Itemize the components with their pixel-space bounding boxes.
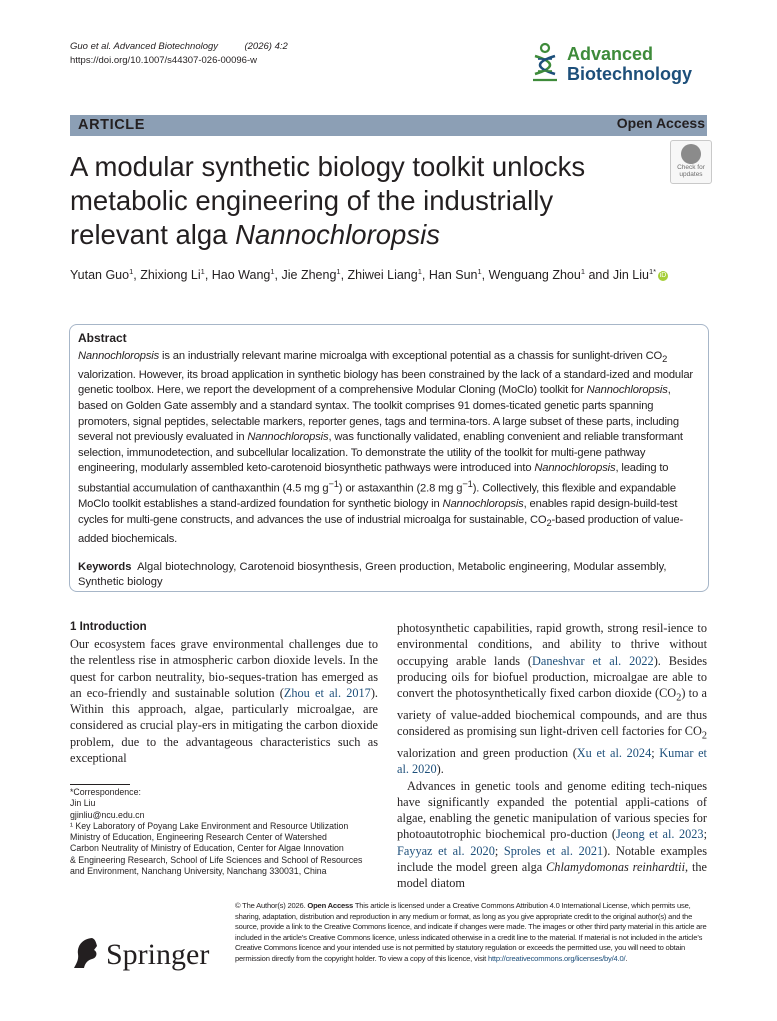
correspondence-line: Jin Liu [70,798,96,809]
citation-header [70,40,288,68]
citation-journal: Guo et al. Advanced Biotechnology [70,41,219,52]
refresh-icon [681,144,701,164]
logo-line-2: Biotechnology [567,64,692,84]
correspondence-block [70,787,380,877]
intro-paragraph: Advances in genetic tools and genome editing tech-niques have significantly expanded the potential appli-cations of algae, enabling the genetic manipulation of various species for photoautotrophic biochemical pro-duction (Jeong et al. 2023; Fayyaz et al. 2020; Sproles et al. 2021). Notable examples include the model green alga Chlamydomonas reinhardtii, the model diatom [397,778,707,891]
correspondence-line: and Environment, Nanchang University, Nanchang 330031, China [70,866,327,877]
logo-line-1: Advanced [567,44,654,64]
orcid-icon[interactable]: iD [659,271,667,279]
keywords [78,560,698,590]
intro-paragraph: photosynthetic capabilities, rapid growth, strong resil-ience to environmental conditions, and ability to thrive without occupying arable lands (Daneshvar et al. 2022). Besides producing oils for biofuel production, microalgae are able to convert the photosynthetically fixed carbon dioxide $(CO_2)$ to a variety of value-added biochemical compounds, and are thus considered as promising sun light-driven cell factories for $CO_2$ valorization and green production (Xu et al. 2024; Kumar et al. 2020). [397,621,708,777]
correspondence-line: *Correspondence: [70,787,141,797]
intro-column-2 [397,620,707,892]
correspondence-line: & Engineering Research, School of Life Sciences and School of Resources [70,854,363,865]
title-text: A modular synthetic biology toolkit unlocks metabolic engineering of the industrially relevant alga [70,151,586,250]
author-list: Yutan Guo$^1$, Zhixiong Li$^1$, Hao Wang$^1$, Jie Zheng$^1$, Zhiwei Liang$^1$, Han Sun$^1$, Wenguang Zhou$^1$ and Jin Liu$^{1*}$ iD [70,267,667,283]
footnote-divider [70,784,130,785]
license-text: © The Author(s) 2026. Open Access This article is licensed under a Creative Commons Attribution 4.0 International License, which permits use, sharing, adaptation, distribution and reproduction in any medium or format, as long as you give appropriate credit to the original author(s) and the source, provide a link to the Creative Commons licence, and indicate if changes were made. The images or other third party material in this article are included in the article’s Creative Commons licence, unless indicated otherwise in a credit line to the material. If material is not included in the article’s Creative Commons licence and your intended use is not permitted by statutory regulation or exceeds the permitted use, you will need to obtain permission directly from the copyright holder. To view a copy of this licence, visit http://creativecommons.org/licenses/by/4.0/. [235,901,707,963]
correspondence-line: Carbon Neutrality of Ministry of Education, Center for Algae Innovation [70,843,344,854]
publisher-logo[interactable]: Springer [106,938,210,971]
citation-issue: (2026) 4:2 [244,41,288,52]
springer-horse-icon [72,936,100,970]
open-access-label: Open Access [616,115,705,131]
article-banner [70,115,707,136]
abstract-heading: Abstract [78,331,127,345]
check-updates-line1: Check for [677,164,705,171]
check-updates-line2: updates [679,171,703,178]
section-heading: 1 Introduction [70,621,147,633]
author-name[interactable]: Jin Liu$^{1*}$ [612,267,657,283]
intro-column-1: Our ecosystem faces grave environmental challenges due to the relentless rise in atmospheric carbon dioxide levels. In the quest for carbon neutrality, bio-seques-tration has emerged as an eco-friendly and sustainable solution (Zhou et al. 2017). Within this approach, algae, particularly microalgae, are considered as crucial play-ers in mitigating the carbon dioxide problem, due to the advantageous characteristics such as exceptional [70,637,378,766]
article-title [70,150,650,252]
author-name[interactable]: Jie Zheng$^1$ [281,267,341,283]
author-name[interactable]: Zhiwei Liang$^1$ [347,267,422,283]
check-for-updates-button[interactable] [670,140,712,184]
correspondence-line: Ministry of Education, Engineering Research Center of Watershed [70,832,327,843]
author-name[interactable]: Zhixiong Li$^1$ [140,267,205,283]
correspondence-line: ¹ Key Laboratory of Poyang Lake Environment and Resource Utilization [70,820,349,831]
correspondence-line: gjinliu@ncu.edu.cn [70,809,145,820]
keywords-label: Keywords [78,561,132,573]
author-name[interactable]: Han Sun$^1$ [428,267,482,283]
author-name[interactable]: Hao Wang$^1$ [211,267,275,283]
author-name[interactable]: Yutan Guo$^1$ [70,267,134,283]
journal-logo[interactable] [567,44,692,84]
abstract-text: Nannochloropsis is an industrially relevant marine microalga with exceptional potential as a chassis for sunlight-driven $CO_2$ valorization. However, its broad application in synthetic biology has been constrained by the lack of a standard-ized and modular genetic toolbox. Here, we report the development of a comprehensive Modular Cloning (MoClo) toolkit for Nannochloropsis, based on Golden Gate assembly and a standard syntax. The toolkit comprises 91 domes-ticated genetic parts spanning promoters, signal peptides, selectable markers, reporter genes, tags and termina-tors. A large subset of these parts, including several not previously evaluated in Nannochloropsis, was functionally validated, enabling convenient and reliable transformant selection, immunodetection, and subcellular localization. To demonstrate the utility of the toolkit for multi-gene pathway engineering, modularly assembled keto-carotenoid biosynthetic pathways were introduced into Nannochloropsis, leading to substantial accumulation of canthaxanthin (4.5 mg $g^{-1}$) or astaxanthin (2.8 mg $g^{-1}$). Collectively, this flexible and expandable MoClo toolkit establishes a stand-ardized foundation for synthetic biology in Nannochloropsis, enables rapid design-build-test cycles for multi-gene constructs, and advances the use of industrial microalga for sustainable, $CO_2$-based production of value-added biochemicals. [78,350,693,545]
doi-link[interactable]: https://doi.org/10.1007/s44307-026-00096-w [70,55,257,66]
dna-helix-icon [531,42,563,84]
keywords-text: Algal biotechnology, Carotenoid biosynthesis, Green production, Metabolic engineering, Modular assembly, Synthetic biology [78,561,667,588]
article-type-label: ARTICLE [78,117,146,133]
author-name[interactable]: Wenguang Zhou$^1$ [488,267,585,283]
title-italic: Nannochloropsis [235,219,440,250]
